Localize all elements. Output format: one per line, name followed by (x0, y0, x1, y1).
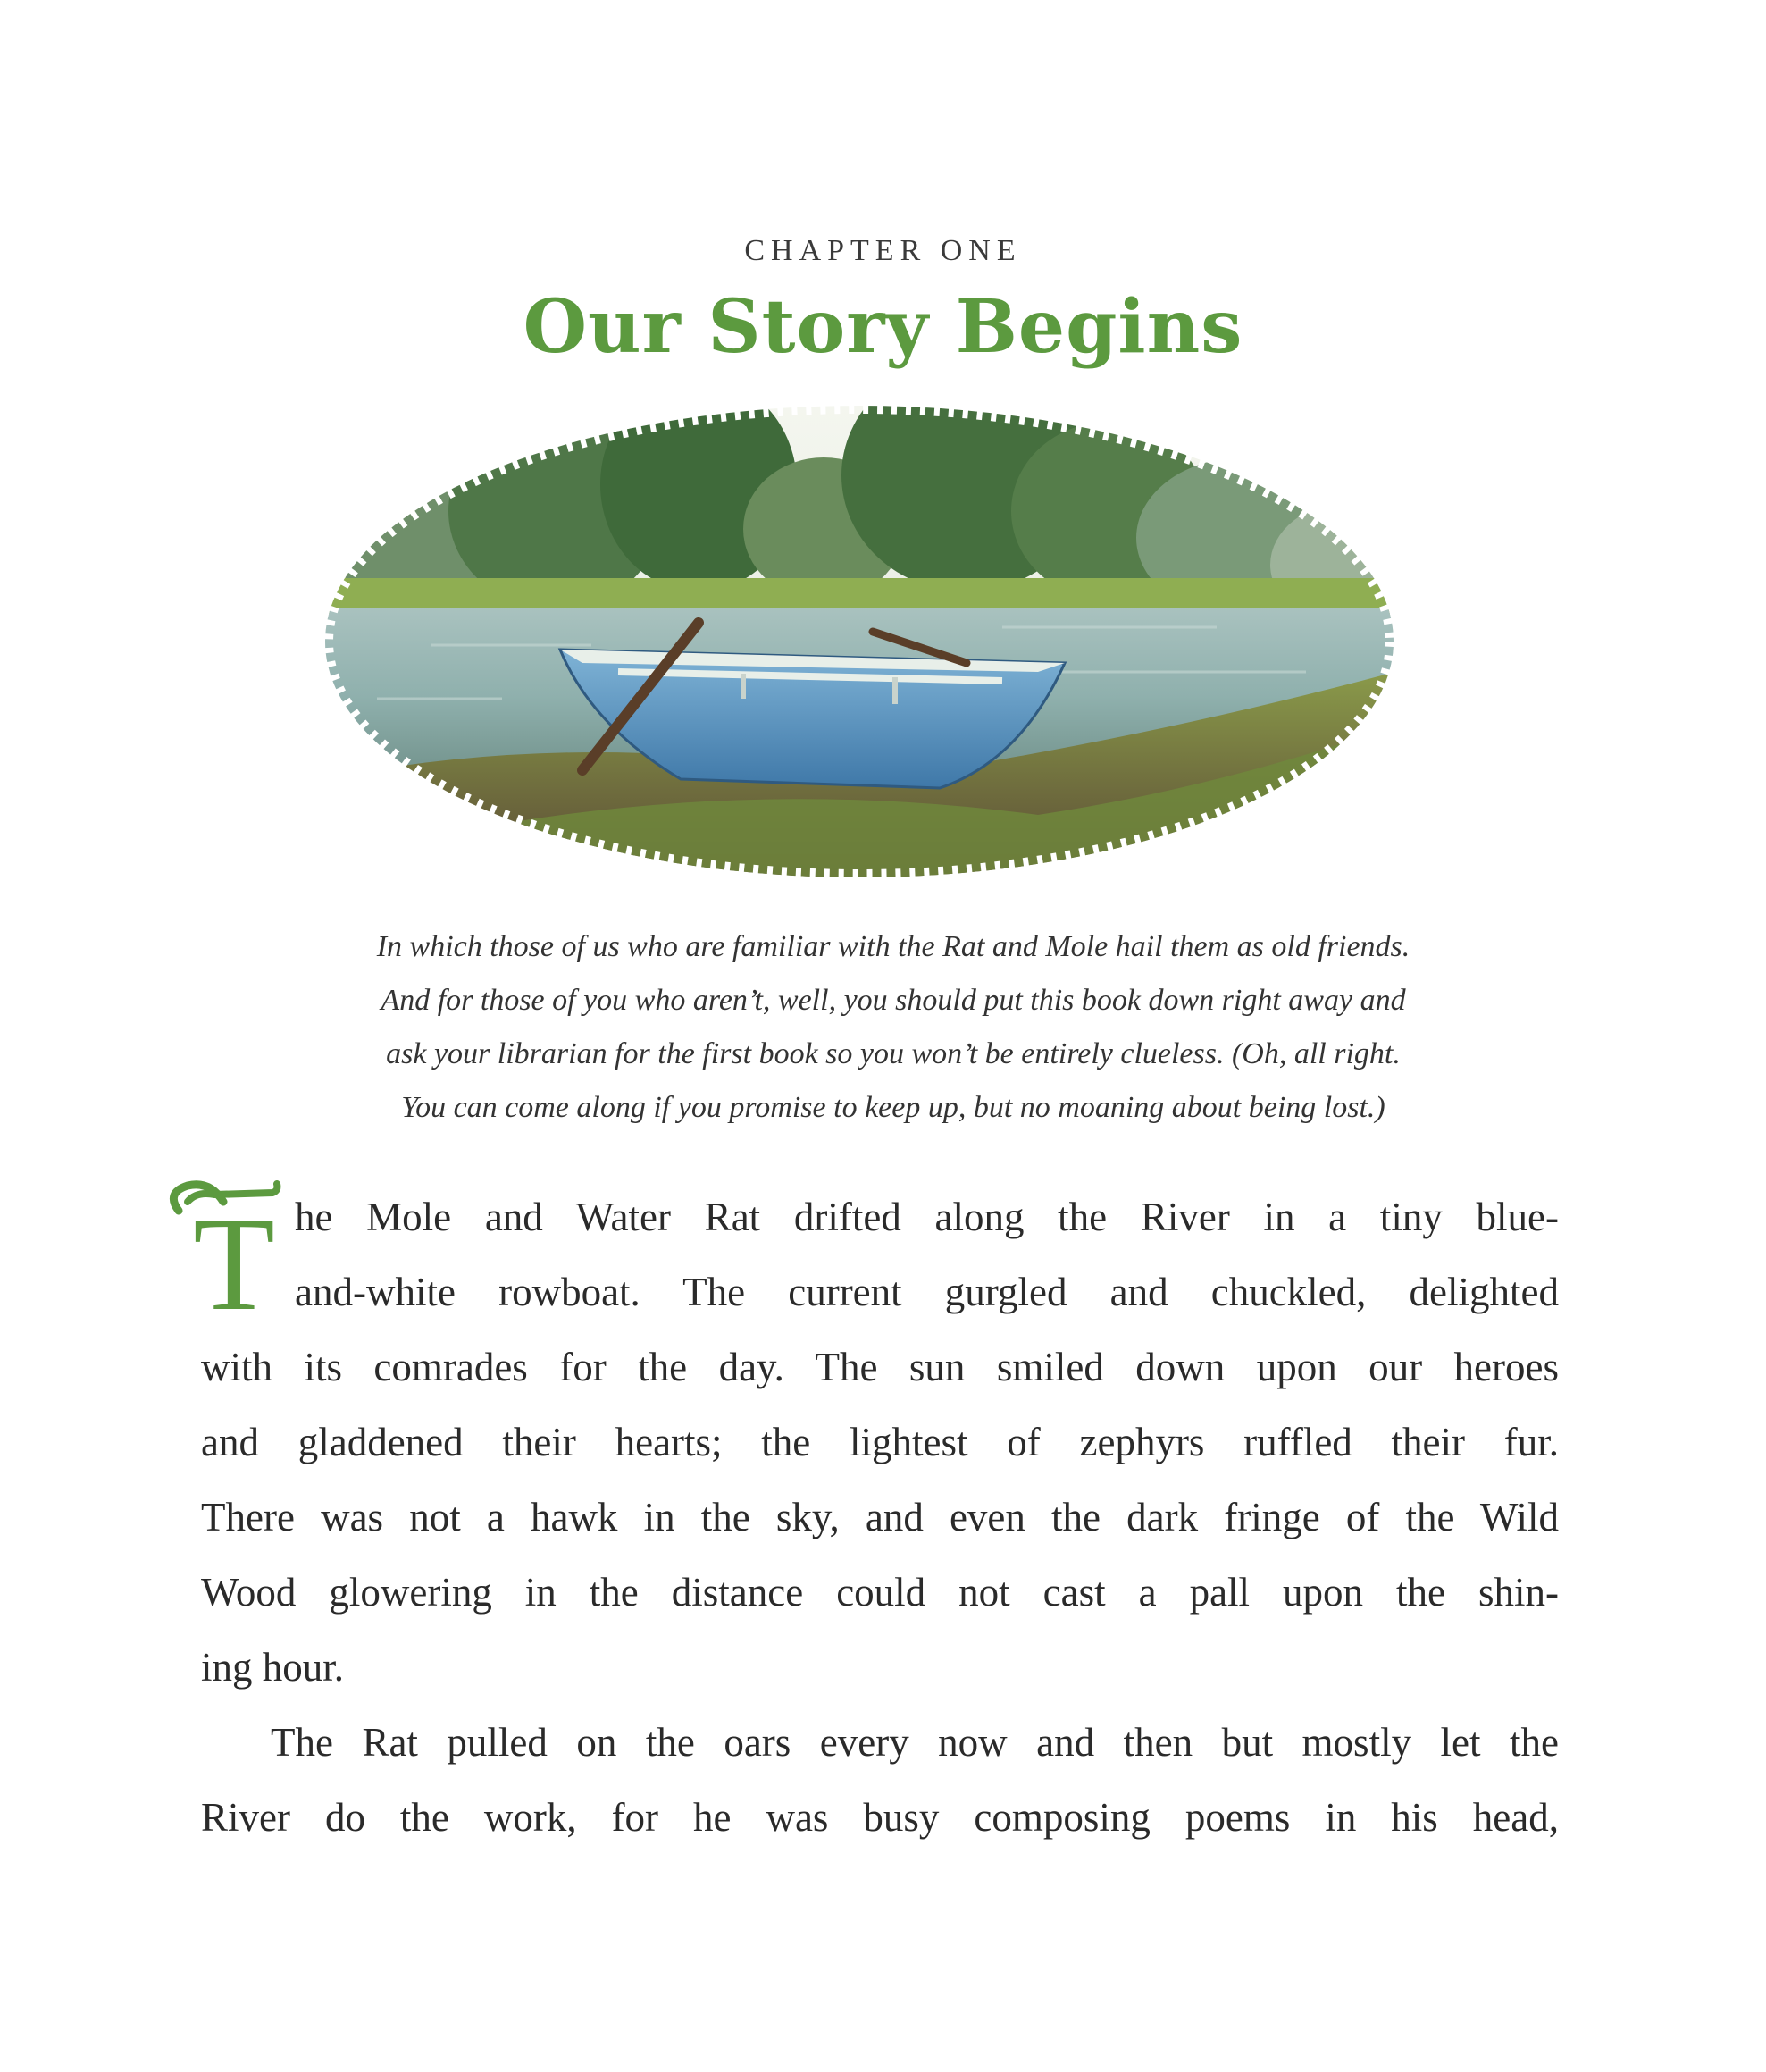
epigraph-line: And for those of you who aren’t, well, you should put this book down right away and (381, 984, 1406, 1017)
body-line: and-white rowboat. The current gurgled and chuckled, delighted (295, 1270, 1559, 1314)
epigraph (179, 920, 1608, 1135)
body-line: with its comrades for the day. The sun smiled down upon our heroes (201, 1345, 1559, 1389)
chapter-label: CHAPTER ONE (744, 234, 1022, 267)
epigraph-line: You can come along if you promise to keep up, but no moaning about being lost.) (401, 1091, 1385, 1124)
body-line: ing hour. (201, 1645, 345, 1690)
body-line: and gladdened their hearts; the lightest of zephyrs ruffled their fur. (201, 1420, 1559, 1464)
body-text (201, 1179, 1559, 1855)
body-line: Wood glowering in the distance could not cast a pall upon the shin- (201, 1570, 1559, 1615)
body-line: River do the work, for he was busy composing poems in his head, (201, 1795, 1559, 1840)
body-line: The Rat pulled on the oars every now and then but mostly let the (271, 1720, 1559, 1765)
body-line: There was not a hawk in the sky, and even the dark fringe of the Wild (201, 1495, 1559, 1539)
rowboat-illustration (323, 404, 1395, 879)
body-line: he Mole and Water Rat drifted along the River in a tiny blue- (295, 1195, 1559, 1239)
drop-cap-letter: T (193, 1190, 275, 1318)
epigraph-line: In which those of us who are familiar with the Rat and Mole hail them as old friends. (376, 930, 1410, 963)
chapter-title: Our Story Begins (523, 284, 1243, 370)
epigraph-line: ask your librarian for the first book so you won’t be entirely clueless. (Oh, all right. (386, 1037, 1401, 1070)
